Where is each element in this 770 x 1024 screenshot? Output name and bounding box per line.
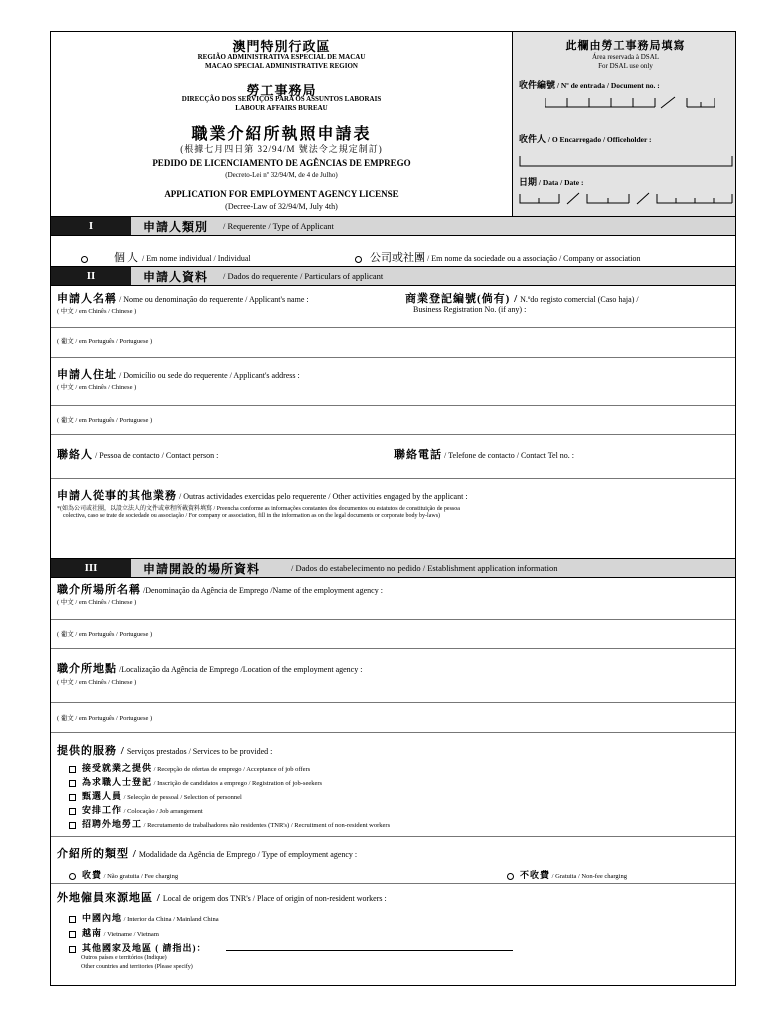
other-activities-label-text: / Outras actividades exercidas pelo requerente / Other activities engaged by the applicant : xyxy=(179,492,468,501)
service-label-text: / Selecção de pessoal / Selection of personnel xyxy=(123,794,242,801)
checkbox-mainland-china[interactable] xyxy=(69,916,76,923)
name-chinese-hint: ( 中文 / em Chinês / Chinese ) xyxy=(57,308,137,315)
office-use-title-en: For DSAL use only xyxy=(598,62,653,70)
applicant-name-label xyxy=(57,290,309,306)
other-activities-label-zh: 申請人從事的其他業務 xyxy=(57,490,177,502)
form-title-zh: 職業介紹所執照申請表 xyxy=(191,126,372,143)
divider xyxy=(51,357,736,358)
service-item[interactable] xyxy=(69,817,390,830)
bureau-name-en: LABOUR AFFAIRS BUREAU xyxy=(235,104,328,112)
section-1-title: / Requerente / Type of Applicant xyxy=(223,221,334,231)
agency-location-label-zh: 職介所地點 xyxy=(57,663,117,675)
checkbox-job-offers[interactable] xyxy=(69,766,76,773)
checkbox-selection[interactable] xyxy=(69,794,76,801)
agency-name-chinese-hint: ( 中文 / em Chinês / Chinese ) xyxy=(57,599,137,606)
agency-name-label xyxy=(57,581,383,597)
divider xyxy=(51,619,736,620)
radio-fee-charging[interactable] xyxy=(69,873,76,880)
checkbox-job-seekers[interactable] xyxy=(69,780,76,787)
applicant-address-label xyxy=(57,366,300,382)
option-individual[interactable] xyxy=(81,249,251,265)
decree-pt: (Decreto-Lei nº 32/94/M, de 4 de Julho) xyxy=(225,171,338,179)
section-2-title: / Dados do requerente / Particulars of applicant xyxy=(223,271,384,281)
business-reg-label xyxy=(405,290,639,306)
option-individual-zh: 個人 xyxy=(114,252,140,264)
contact-tel-label-text: / Telefone de contacto / Contact Tel no. : xyxy=(444,451,575,460)
service-item[interactable] xyxy=(69,775,322,788)
divider xyxy=(51,405,736,406)
origin-item[interactable] xyxy=(69,941,207,954)
fee-charging-label: / Não gratuita / Fee charging xyxy=(103,873,179,880)
radio-non-fee[interactable] xyxy=(507,873,514,880)
services-label xyxy=(57,742,272,758)
agency-location-label xyxy=(57,660,362,676)
form-title-en: APPLICATION FOR EMPLOYMENT AGENCY LICENSE xyxy=(164,189,399,199)
section-2-header xyxy=(51,266,736,286)
office-use-title-pt: Área reservada à DSAL xyxy=(591,53,660,61)
service-label-zh: 接受就業之提供 xyxy=(82,763,153,773)
origin-label xyxy=(57,889,387,905)
decree-zh: (根據七月四日第 32/94/M 號法令之規定制訂) xyxy=(180,144,383,154)
checkbox-vietnam[interactable] xyxy=(69,931,76,938)
agency-type-label xyxy=(57,845,357,861)
option-individual-label: / Em nome individual / Individual xyxy=(142,254,251,263)
service-label-zh: 甄選人員 xyxy=(82,791,123,801)
radio-company[interactable] xyxy=(355,256,362,263)
section-3-title: / Dados do estabelecimento no pedido / Establishment application information xyxy=(291,563,558,573)
other-activities-note-1: *(如為公司或社團，以設立法人的文件或章程所載資料填寫 / Preencha conforme as informações constantes dos documentos ou estatutos de constituição de pessoa xyxy=(57,506,460,512)
date-field[interactable] xyxy=(519,192,733,211)
address-chinese-hint: ( 中文 / em Chinês / Chinese ) xyxy=(57,384,137,391)
divider xyxy=(51,732,736,733)
agency-location-portuguese-hint: ( 葡文 / em Português / Portuguese ) xyxy=(57,715,153,722)
doc-no-label: / Nº de entrada / Document no. : xyxy=(556,81,660,90)
services-label-zh: 提供的服務 / xyxy=(57,745,125,757)
service-item[interactable] xyxy=(69,803,203,816)
checkbox-recruitment[interactable] xyxy=(69,822,76,829)
applicant-address-label-text: / Domicílio ou sede do requerente / Applicant's address : xyxy=(119,371,300,380)
contact-person-label-text: / Pessoa de contacto / Contact person : xyxy=(95,451,219,460)
service-item[interactable] xyxy=(69,761,310,774)
origin-label-zh: 越南 xyxy=(82,928,103,938)
bureau-name-pt: DIRECÇÃO DOS SERVIÇOS PARA OS ASSUNTOS LABORAIS xyxy=(181,95,382,103)
section-1-number: I xyxy=(51,217,131,235)
service-label-zh: 為求職人士登記 xyxy=(82,777,153,787)
bureau-name-zh: 勞工事務局 xyxy=(246,83,317,98)
doc-no-label-zh: 收件編號 xyxy=(519,80,556,90)
applicant-name-label-text: / Nome ou denominação do requerente / Applicant's name : xyxy=(119,295,309,304)
date-label-zh: 日期 xyxy=(519,177,538,187)
section-1-header xyxy=(51,216,736,236)
divider xyxy=(51,327,736,328)
agency-location-chinese-hint: ( 中文 / em Chinês / Chinese ) xyxy=(57,679,137,686)
other-activities-note-2: colectiva, caso se trate de sociedade ou associação / For company or association, fill in the information as on the legal documents or corporate body by-laws) xyxy=(63,513,441,519)
option-fee-charging[interactable] xyxy=(69,868,178,881)
service-label-text: / Colocação / Job arrangement xyxy=(123,808,203,815)
divider xyxy=(51,434,736,435)
office-use-box xyxy=(512,32,736,216)
business-reg-label-en: Business Registration No. (if any) : xyxy=(413,305,527,314)
origin-item[interactable] xyxy=(69,926,159,939)
form-title-pt: PEDIDO DE LICENCIAMENTO DE AGÊNCIAS DE EMPREGO xyxy=(152,158,411,168)
services-label-text: Serviços prestados / Services to be provided : xyxy=(126,747,273,756)
agency-name-label-zh: 職介所場所名稱 xyxy=(57,584,141,596)
checkbox-other-countries[interactable] xyxy=(69,946,76,953)
decree-en: (Decree-Law of 32/94/M, July 4th) xyxy=(225,202,338,211)
origin-label-text: / Vietname / Vietnam xyxy=(103,931,159,938)
agency-name-label-text: /Denominação da Agência de Emprego /Name of the employment agency : xyxy=(143,586,383,595)
agency-type-label-text: Modalidade da Agência de Emprego / Type of employment agency : xyxy=(138,850,358,859)
business-reg-label-zh: 商業登記編號(倘有) / xyxy=(405,293,519,305)
name-portuguese-hint: ( 葡文 / em Português / Portuguese ) xyxy=(57,338,153,345)
contact-person-label xyxy=(57,446,218,462)
option-company-label: / Em nome da sociedade ou a associação / Company or association xyxy=(427,254,641,263)
option-company-zh: 公司或社團 xyxy=(370,252,425,264)
agency-type-label-zh: 介紹所的類型 / xyxy=(57,848,137,860)
non-fee-label: / Gratuita / Non-fee charging xyxy=(551,873,627,880)
divider xyxy=(51,478,736,479)
section-3-title-zh: 申請開設的場所資料 xyxy=(143,562,261,576)
service-label-text: / Recrutamento de trabalhadores não residentes (TNR's) / Recruitment of non-resident workers xyxy=(143,822,391,829)
gov-name-pt: REGIÃO ADMINISTRATIVA ESPECIAL DE MACAU xyxy=(197,53,366,61)
section-2-number: II xyxy=(51,267,131,285)
origin-label-text: Local de origem dos TNR's / Place of origin of non-resident workers : xyxy=(162,894,387,903)
applicant-address-label-zh: 申請人住址 xyxy=(57,369,117,381)
fee-charging-zh: 收費 xyxy=(82,870,103,880)
other-activities-label xyxy=(57,487,468,503)
origin-item[interactable] xyxy=(69,911,219,924)
origin-label-zh: 中國內地 xyxy=(82,913,123,923)
contact-tel-label xyxy=(394,446,574,462)
section-2-title-zh: 申請人資料 xyxy=(143,270,209,284)
option-company[interactable] xyxy=(355,249,641,265)
divider xyxy=(51,883,736,884)
applicant-name-label-zh: 申請人名稱 xyxy=(57,293,117,305)
other-countries-input[interactable] xyxy=(226,950,513,951)
other-countries-en: Other countries and territories (Please specify) xyxy=(81,964,193,970)
divider xyxy=(51,836,736,837)
origin-label-text: / Interior da China / Mainland China xyxy=(123,916,219,923)
section-3-header xyxy=(51,558,736,578)
divider xyxy=(51,648,736,649)
radio-individual[interactable] xyxy=(81,256,88,263)
agency-name-portuguese-hint: ( 葡文 / em Português / Portuguese ) xyxy=(57,631,153,638)
application-form xyxy=(50,31,736,986)
address-portuguese-hint: ( 葡文 / em Português / Portuguese ) xyxy=(57,417,153,424)
service-label-text: / Recepção de ofertas de emprego / Acceptance of job offers xyxy=(153,766,311,773)
agency-location-label-text: /Localização da Agência de Emprego /Location of the employment agency : xyxy=(119,665,363,674)
origin-label-zh: 其他國家及地區 ( 請指出)： xyxy=(82,943,207,953)
office-use-title-zh: 此欄由勞工事務局填寫 xyxy=(565,40,686,52)
service-item[interactable] xyxy=(69,789,242,802)
date-label: / Data / Date : xyxy=(538,178,584,187)
other-countries-pt: Outros países e territórios (Indique) xyxy=(81,955,167,961)
officer-label: / O Encarregado / Officeholder : xyxy=(547,135,652,144)
origin-label-zh: 外地僱員來源地區 / xyxy=(57,892,161,904)
service-label-zh: 安排工作 xyxy=(82,805,123,815)
officer-field[interactable] xyxy=(519,154,733,172)
form-header xyxy=(51,32,512,216)
option-non-fee[interactable] xyxy=(507,868,627,881)
officer-label-zh: 收件人 xyxy=(519,134,547,144)
gov-name-zh: 澳門特別行政區 xyxy=(232,39,331,54)
business-reg-label-text: N.ºdo registo comercial (Caso haja) / xyxy=(520,295,639,304)
checkbox-job-arrangement[interactable] xyxy=(69,808,76,815)
service-label-text: / Inscrição de candidatos a emprego / Registration of job-seekers xyxy=(153,780,323,787)
doc-no-field[interactable] xyxy=(545,96,715,115)
section-1-title-zh: 申請人類別 xyxy=(143,220,209,234)
section-3-number: III xyxy=(51,559,131,577)
contact-person-label-zh: 聯絡人 xyxy=(57,449,93,461)
non-fee-zh: 不收費 xyxy=(520,870,551,880)
contact-tel-label-zh: 聯絡電話 xyxy=(394,449,442,461)
divider xyxy=(51,702,736,703)
service-label-zh: 招聘外地勞工 xyxy=(82,819,143,829)
gov-name-en: MACAO SPECIAL ADMINISTRATIVE REGION xyxy=(205,62,358,70)
